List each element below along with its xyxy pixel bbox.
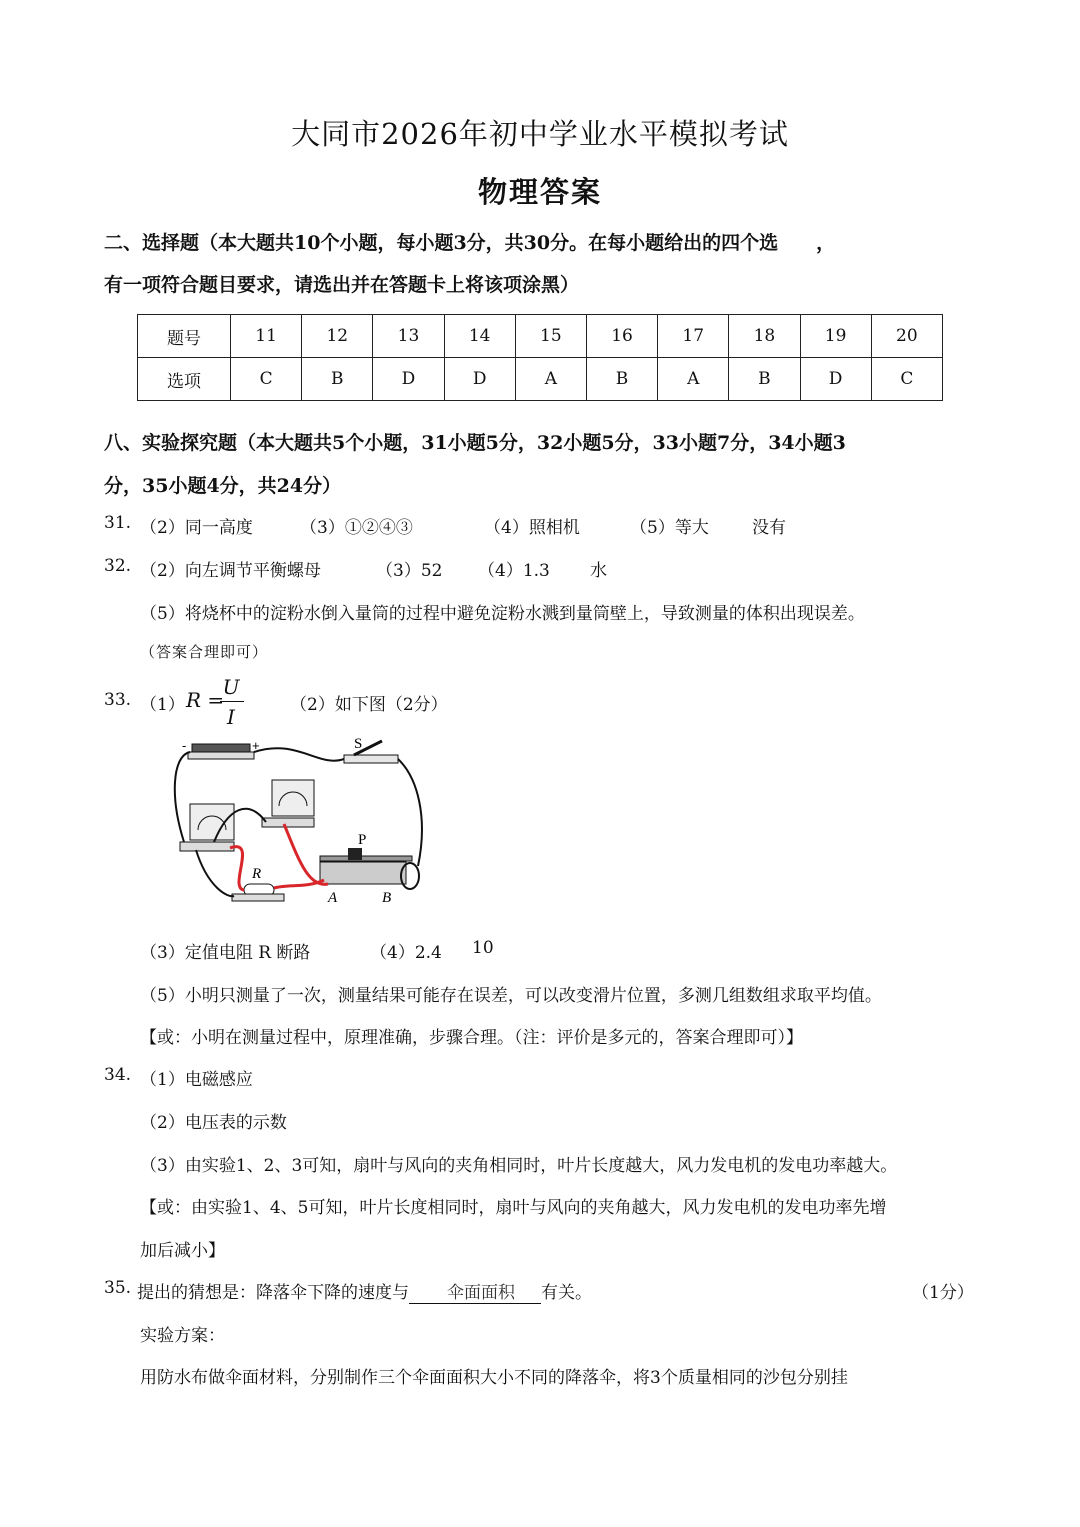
- table-cell: 16: [586, 315, 657, 358]
- q33-answer-5: （5）小明只测量了一次，测量结果可能存在误差，可以改变滑片位置，多测几组数组求取平均值。: [140, 986, 882, 1006]
- ammeter-base: [262, 818, 314, 827]
- q32-answer-2: （2）向左调节平衡螺母: [140, 561, 321, 581]
- slider-label: P: [358, 832, 367, 848]
- wire: [175, 752, 190, 842]
- table-cell: A: [658, 358, 729, 401]
- section8-heading-line2: 分，35小题4分，共24分）: [104, 475, 342, 497]
- table-row: [138, 315, 943, 358]
- answer-wire-red: [230, 847, 244, 890]
- switch: [344, 755, 398, 763]
- table-cell: 17: [658, 315, 729, 358]
- table-cell: 15: [515, 315, 586, 358]
- q35-number: 35.: [104, 1278, 132, 1298]
- resistor-base: [232, 894, 284, 901]
- table-cell: D: [800, 358, 871, 401]
- table-cell: C: [871, 358, 942, 401]
- rheostat-bar: [320, 856, 412, 861]
- q31-number: 31.: [104, 513, 132, 533]
- table-cell: 18: [729, 315, 800, 358]
- table-cell: B: [302, 358, 373, 401]
- q32-note: （答案合理即可）: [140, 643, 269, 661]
- wire: [254, 748, 344, 761]
- q31-answer-5b: 没有: [752, 518, 786, 538]
- table-row-label: 选项: [138, 358, 231, 401]
- q33-answer-3: （3）定值电阻 R 断路: [140, 943, 311, 963]
- q35-score: （1分）: [912, 1283, 974, 1303]
- circuit-diagram: [168, 738, 438, 914]
- page-subtitle: 物理答案: [477, 175, 602, 209]
- ammeter: [272, 780, 314, 816]
- terminal-b-label: B: [382, 890, 392, 906]
- q32-answer-4b: 水: [590, 561, 607, 581]
- voltmeter: [190, 804, 234, 840]
- q34-number: 34.: [104, 1065, 132, 1085]
- table-cell: A: [515, 358, 586, 401]
- q34-alternative-line1: 【或：由实验1、4、5可知，叶片长度相同时，扇叶与风向的夹角越大，风力发电机的发电功率先增: [140, 1198, 887, 1218]
- q33-answer-4b: 10: [472, 938, 494, 958]
- resistor-label: R: [252, 866, 262, 882]
- q35-plan-text: 用防水布做伞面材料，分别制作三个伞面面积大小不同的降落伞，将3个质量相同的沙包分别挂: [140, 1368, 848, 1388]
- section2-heading-line1: 二、选择题（本大题共10个小题，每小题3分，共30分。在每小题给出的四个选 ，: [104, 232, 836, 254]
- q31-answer-5: （5）等大: [630, 518, 709, 538]
- q31-answer-2: （2）同一高度: [140, 518, 253, 538]
- q35-prefix: 提出的猜想是：降落伞下降的速度与: [137, 1283, 409, 1303]
- fraction-bar: [220, 701, 244, 702]
- formula-denominator: I: [227, 705, 235, 729]
- answer-wire-red: [274, 880, 324, 888]
- table-cell: D: [373, 358, 444, 401]
- wire: [196, 850, 234, 896]
- table-cell: 19: [800, 315, 871, 358]
- table-cell: D: [444, 358, 515, 401]
- table-cell: B: [586, 358, 657, 401]
- q34-answer-2: （2）电压表的示数: [140, 1113, 287, 1133]
- section8-heading-line1: 八、实验探究题（本大题共5个小题，31小题5分，32小题5分，33小题7分，34小题3: [104, 432, 846, 454]
- voltmeter-base: [180, 842, 234, 851]
- battery-base: [188, 752, 254, 759]
- q33-answer-2: （2）如下图（2分）: [290, 695, 448, 715]
- table-cell: 11: [231, 315, 302, 358]
- q34-alternative-line2: 加后减小】: [140, 1241, 225, 1261]
- q32-number: 32.: [104, 556, 132, 576]
- table-row: [138, 358, 943, 401]
- switch-label: S: [354, 738, 363, 752]
- battery-minus-label: -: [182, 738, 187, 753]
- q33-answer-1-prefix: （1）: [140, 695, 185, 715]
- q31-answer-3: （3）①②④③: [300, 518, 413, 538]
- q35-hypothesis: [137, 1278, 592, 1304]
- q31-answer-4: （4）照相机: [484, 518, 580, 538]
- table-cell: 12: [302, 315, 373, 358]
- wire: [398, 759, 422, 866]
- terminal-a-label: A: [328, 890, 338, 906]
- table-cell: 14: [444, 315, 515, 358]
- table-cell: 13: [373, 315, 444, 358]
- table-cell: B: [729, 358, 800, 401]
- q34-answer-3: （3）由实验1、2、3可知，扇叶与风向的夹角相同时，叶片长度越大，风力发电机的发电功率越大。: [140, 1156, 898, 1176]
- formula-numerator: U: [222, 675, 240, 699]
- q32-answer-4: （4）1.3: [478, 561, 550, 581]
- table-cell: 20: [871, 315, 942, 358]
- q35-blank-answer: 伞面面积: [409, 1278, 541, 1304]
- section2-heading-line2: 有一项符合题目要求，请选出并在答题卡上将该项涂黑）: [104, 274, 580, 296]
- q35-suffix: 有关。: [541, 1283, 592, 1303]
- table-row-label: 题号: [138, 315, 231, 358]
- q32-answer-3: （3）52: [376, 561, 443, 581]
- table-cell: C: [231, 358, 302, 401]
- page-title: 大同市2026年初中学业水平模拟考试: [291, 117, 789, 151]
- slider-p: [348, 848, 362, 860]
- q34-answer-1: （1）电磁感应: [140, 1070, 253, 1090]
- q32-answer-5: （5）将烧杯中的淀粉水倒入量筒的过程中避免淀粉水溅到量筒壁上，导致测量的体积出现误差。: [140, 604, 865, 624]
- rheostat: [320, 862, 406, 884]
- q33-alternative: 【或：小明在测量过程中，原理准确，步骤合理。（注：评价是多元的，答案合理即可）】: [140, 1028, 803, 1048]
- formula-lhs: R =: [186, 688, 225, 712]
- q33-number: 33.: [104, 690, 132, 710]
- q33-answer-4: （4）2.4: [370, 943, 442, 963]
- q35-plan-label: 实验方案：: [140, 1326, 225, 1346]
- answer-table: [137, 314, 943, 401]
- battery-plus-label: +: [252, 738, 260, 753]
